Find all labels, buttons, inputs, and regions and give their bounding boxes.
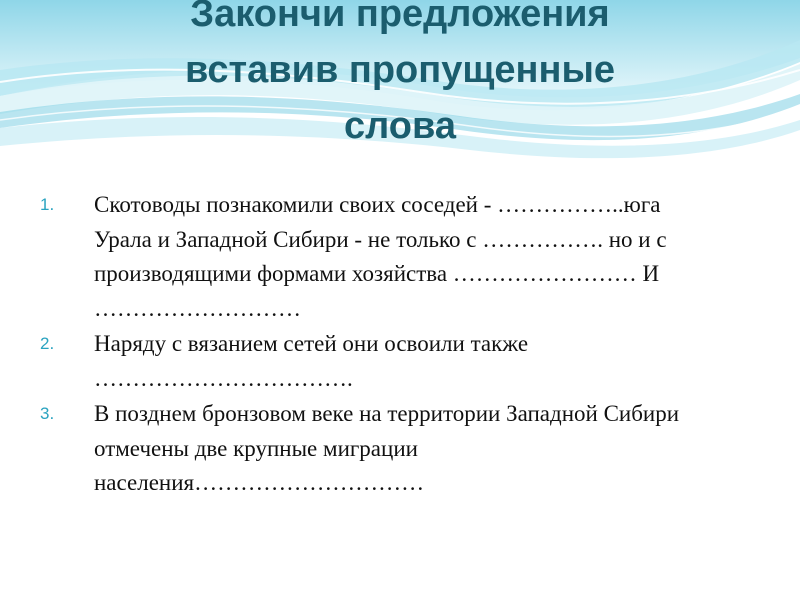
item-number: 3.: [40, 404, 55, 423]
slide-title: [40, 0, 760, 154]
item-text: Скотоводы познакомили своих соседей - ……………..юга Урала и Западной Сибири - не только с ……………. но и с производящими формами хозяйства …………………… И ………………………: [94, 192, 667, 321]
slide-title-line-1: Закончи предложения: [190, 0, 610, 35]
item-number: 1.: [40, 195, 55, 214]
exercise-item-3: [40, 397, 700, 501]
slide-title-line-3: слова: [344, 105, 456, 147]
exercise-item-2: [40, 327, 700, 396]
item-number: 2.: [40, 334, 55, 353]
item-text: Наряду с вязанием сетей они освоили также …………………………….: [94, 331, 529, 391]
exercise-list: [40, 188, 700, 502]
item-text: В позднем бронзовом веке на территории Западной Сибири отмечены две крупные миграции населения…………………………: [94, 401, 680, 495]
slide-title-line-2: вставив пропущенные: [184, 49, 616, 91]
exercise-item-1: [40, 188, 700, 326]
